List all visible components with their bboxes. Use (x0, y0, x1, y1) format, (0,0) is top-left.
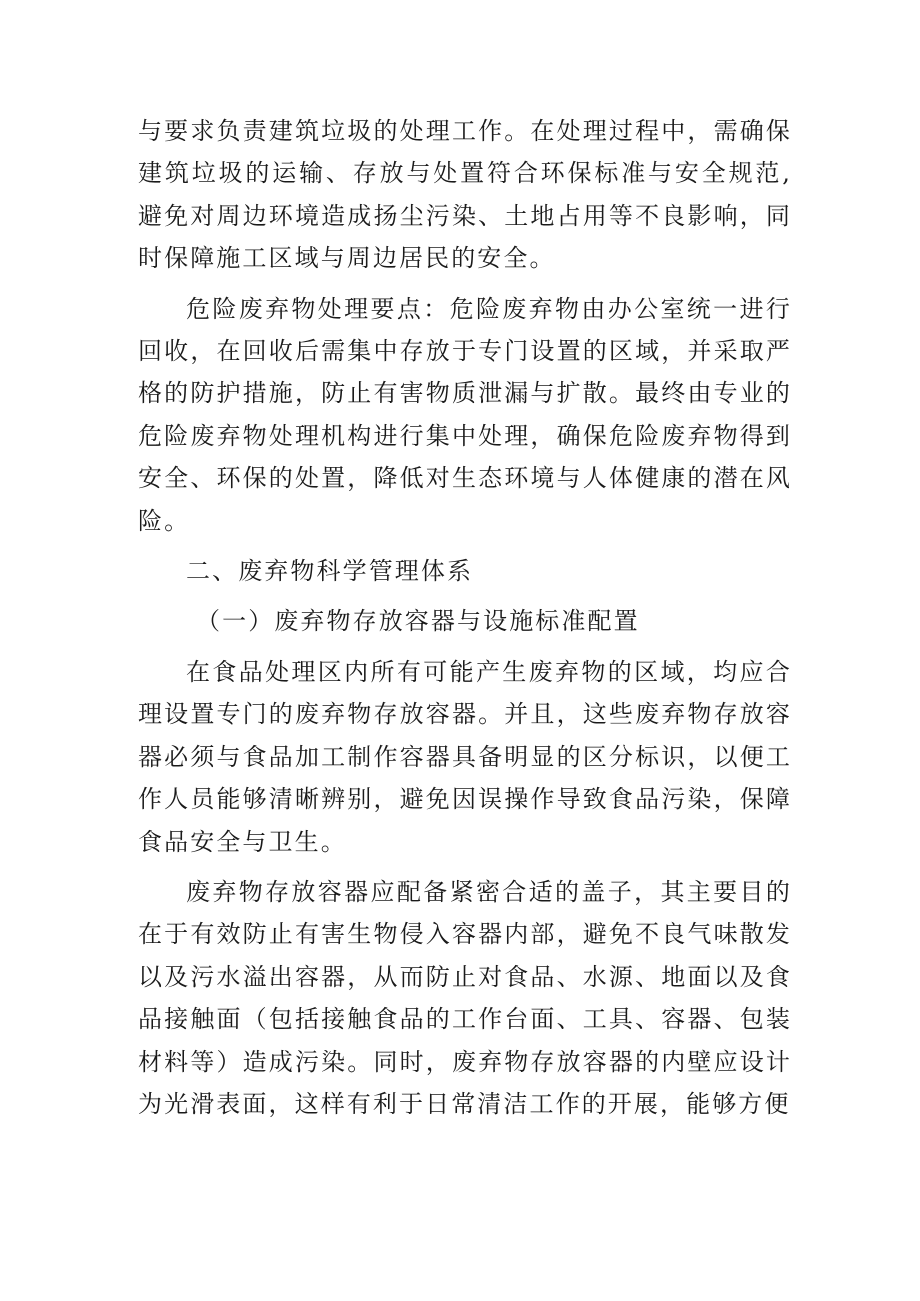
paragraph-construction-waste: 与要求负责建筑垃圾的处理工作。在处理过程中，需确保建筑垃圾的运输、存放与处置符合环保标准与安全规范,避免对周边环境造成扬尘污染、土地占用等不良影响，同时保障施工区域与周边居民的安全。 (138, 117, 792, 273)
section-heading: 二、废弃物科学管理体系 (186, 557, 474, 586)
subsection-heading: （一）废弃物存放容器与设施标准配置 (196, 607, 640, 636)
document-body (138, 110, 792, 1133)
paragraph-container-lids: 废弃物存放容器应配备紧密合适的盖子，其主要目的在于有效防止有害生物侵入容器内部，避免不良气味散发以及污水溢出容器，从而防止对食品、水源、地面以及食品接触面（包括接触食品的工作台面、工具、容器、包装材料等）造成污染。同时，废弃物存放容器的内壁应设计为光滑表面，这样有利于日常清洁工作的开展，能够方便 (138, 877, 792, 1118)
paragraph-container-setup: 在食品处理区内所有可能产生废弃物的区域，均应合理设置专门的废弃物存放容器。并且，这些废弃物存放容器必须与食品加工制作容器具备明显的区分标识，以便工作人员能够清晰辨别，避免因误操作导致食品污染，保障食品安全与卫生。 (138, 657, 792, 856)
paragraph-hazardous-waste: 危险废弃物处理要点：危险废弃物由办公室统一进行回收，在回收后需集中存放于专门设置的区域，并采取严格的防护措施，防止有害物质泄漏与扩散。最终由专业的危险废弃物处理机构进行集中处理，确保危险废弃物得到安全、环保的处置，降低对生态环境与人体健康的潜在风险。 (138, 294, 792, 535)
